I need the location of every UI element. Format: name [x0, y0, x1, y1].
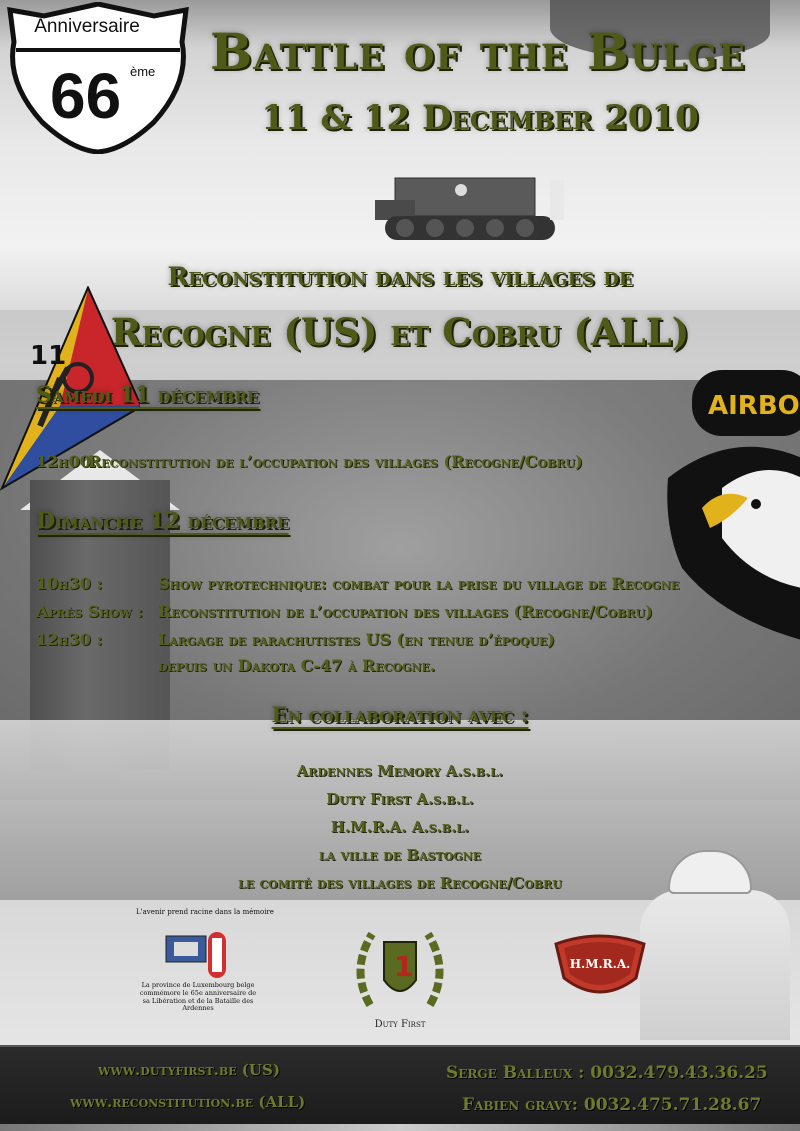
hmra-shield-logo-icon: [552, 934, 648, 1004]
partner-item: Ardennes Memory A.s.b.l.: [296, 762, 504, 780]
subtitle-line-1: Reconstitution dans les villages de: [167, 262, 633, 291]
saturday-event-time: 12h00:: [36, 452, 97, 471]
website-link-us[interactable]: www.dutyfirst.be (US): [98, 1061, 280, 1079]
duty-first-caption: Duty First: [374, 1019, 426, 1030]
duty-first-wreath-logo-icon: [350, 920, 450, 1020]
contact-line-1: Serge Balleux : 0032.479.43.36.25: [446, 1063, 768, 1083]
hmra-logo-label: H.M.R.A.: [569, 957, 631, 971]
soldier-figure: [640, 890, 790, 1040]
sunday-event-text: Reconstitution de l’occupation des villages (Recogne/Cobru): [158, 602, 653, 621]
event-dates: 11 & 12 December 2010: [261, 98, 699, 138]
sunday-event-text: Largage de parachutistes US (en tenue d’époque): [158, 630, 555, 649]
partner-item: la ville de Bastogne: [318, 846, 482, 864]
sunday-event-time: 12h30 :: [36, 630, 103, 649]
sunday-event-time: 10h30 :: [36, 574, 103, 593]
halftrack-vehicle-image: [365, 160, 585, 250]
airborne-division-patch-icon: [662, 368, 800, 640]
duty-first-number: 1: [394, 950, 414, 983]
anniversary-shield: [4, 2, 192, 154]
sunday-event-text: Show pyrotechnique: combat pour la prise du village de Recogne: [158, 574, 680, 593]
anniversary-number: 66: [50, 60, 122, 132]
footer-bottom-bar: [0, 1124, 800, 1131]
contact-footer: [0, 1045, 800, 1131]
partner-item: le comité des villages de Recogne/Cobru: [238, 874, 562, 892]
partner-item: Duty First A.s.b.l.: [326, 790, 474, 808]
armored-patch-number: 11: [30, 341, 67, 371]
contact-line-2: Fabien gravy: 0032.475.71.28.67: [462, 1095, 762, 1115]
saturday-heading: Samedi 11 décembre: [36, 382, 259, 408]
collaboration-heading: En collaboration avec :: [271, 702, 529, 727]
anniversary-word: Anniversaire: [34, 16, 140, 37]
sunday-event-time: Après Show :: [36, 602, 144, 621]
subtitle-line-2: Recogne (US) et Cobru (ALL): [110, 310, 690, 354]
saturday-event-text: Reconstitution de l’occupation des villages (Recogne/Cobru): [88, 452, 583, 471]
province-logo-text: La province de Luxembourg belge commémore le 65e anniversaire de sa Libération et de la Bataille des Ardennes: [139, 981, 257, 1013]
province-logo-heading: L'avenir prend racine dans la mémoire: [136, 908, 274, 916]
anniversary-suffix: ème: [130, 64, 156, 79]
airborne-tab-text: AIRBO: [708, 391, 800, 421]
sunday-heading: Dimanche 12 décembre: [36, 508, 289, 534]
sunday-event-text: depuis un Dakota C-47 à Recogne.: [158, 656, 436, 675]
website-link-all[interactable]: www.reconstitution.be (ALL): [70, 1093, 306, 1111]
poster-title: Battle of the Bulge: [210, 22, 746, 81]
partner-item: H.M.R.A. A.s.b.l.: [330, 818, 470, 836]
